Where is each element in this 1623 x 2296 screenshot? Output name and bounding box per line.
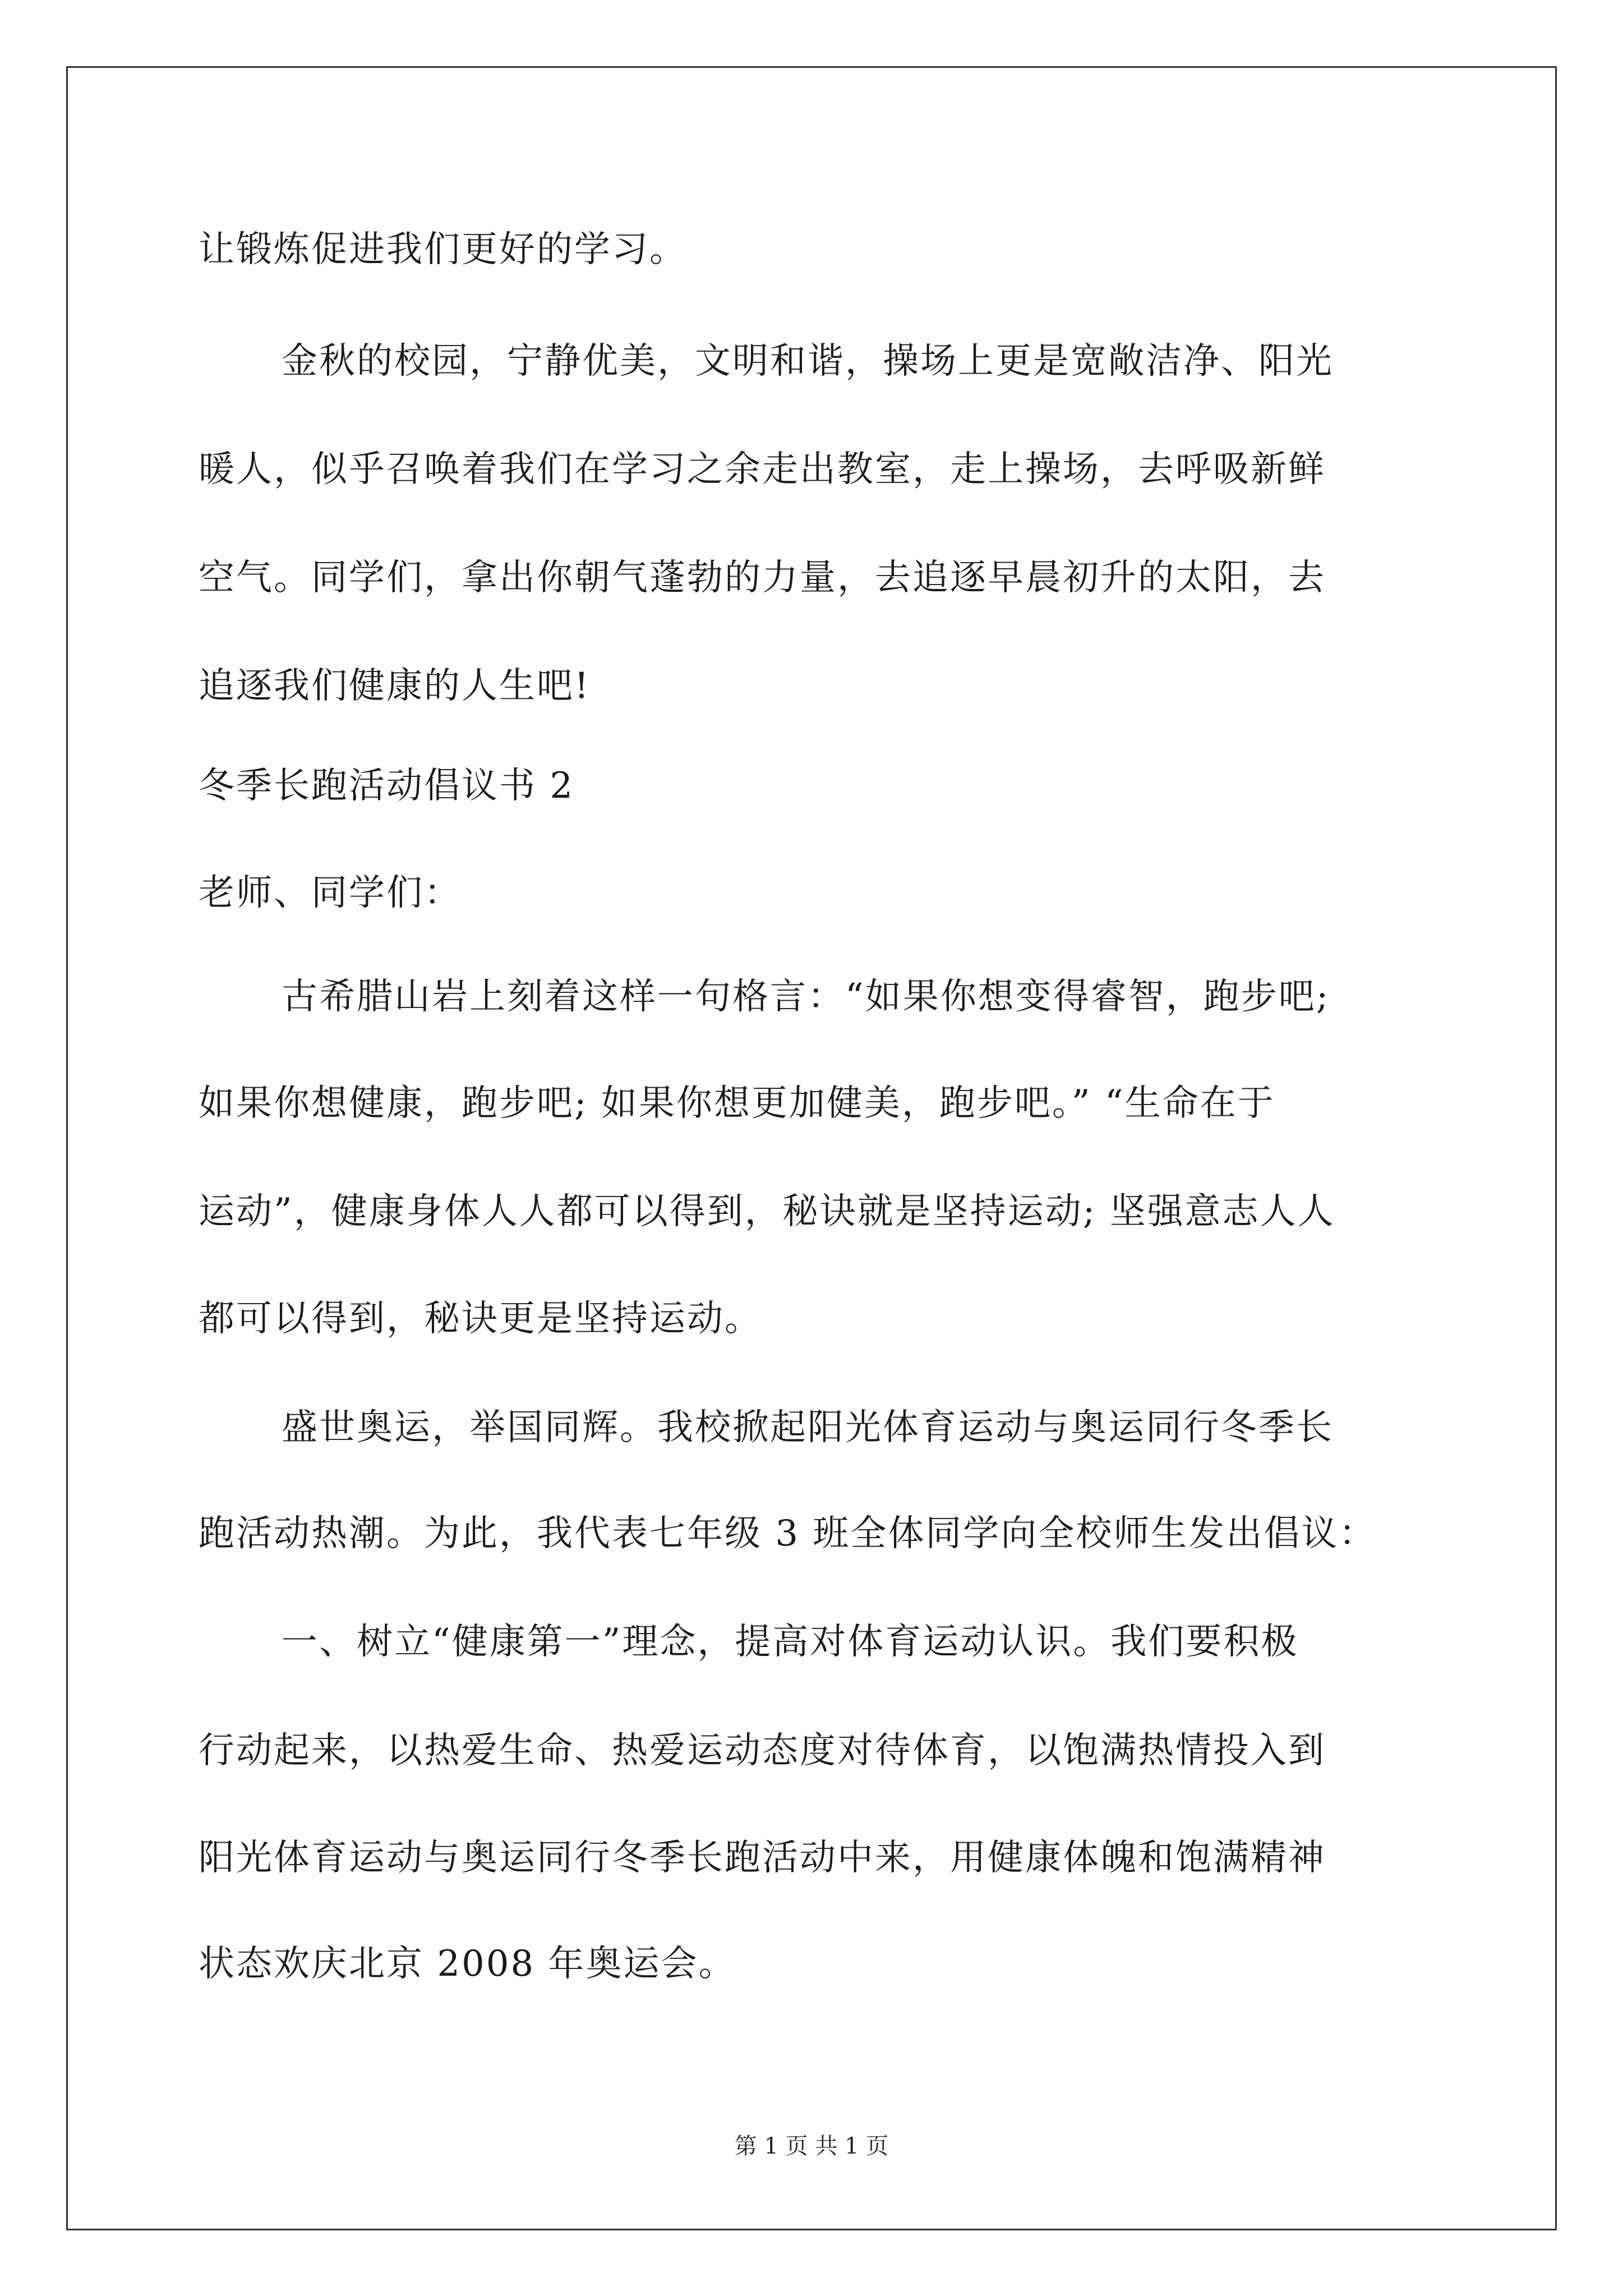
salutation: 老师、同学们： bbox=[199, 872, 462, 914]
page-border bbox=[66, 66, 1557, 2230]
paragraph-first-line: 一、树立“健康第一”理念，提高对体育运动认识。我们要积极 bbox=[282, 1621, 1299, 1663]
text-line: 空气。同学们，拿出你朝气蓬勃的力量，去追逐早晨初升的太阳，去 bbox=[199, 557, 1326, 599]
text-line: 如果你想健康，跑步吧; 如果你想更加健美，跑步吧。” “生命在于 bbox=[199, 1083, 1275, 1124]
paragraph-first-line: 金秋的校园，宁静优美，文明和谐，操场上更是宽敞洁净、阳光 bbox=[282, 341, 1334, 382]
text-line: 让锻炼促进我们更好的学习。 bbox=[199, 229, 687, 270]
paragraph-first-line: 古希腊山岩上刻着这样一句格言：“如果你想变得睿智，跑步吧; bbox=[282, 976, 1330, 1018]
text-line: 暖人，似乎召唤着我们在学习之余走出教室，走上操场，去呼吸新鲜 bbox=[199, 449, 1326, 490]
text-line: 行动起来，以热爱生命、热爱运动态度对待体育，以饱满热情投入到 bbox=[199, 1730, 1326, 1772]
section-heading: 冬季长跑活动倡议书 2 bbox=[199, 765, 575, 807]
text-line: 状态欢庆北京 2008 年奥运会。 bbox=[199, 1943, 736, 1985]
text-line: 都可以得到，秘诀更是坚持运动。 bbox=[199, 1298, 762, 1340]
text-line: 运动”，健康身体人人都可以得到，秘诀就是坚持运动; 坚强意志人人 bbox=[199, 1191, 1335, 1232]
text-line: 跑活动热潮。为此，我代表七年级 3 班全体同学向全校师生发出倡议： bbox=[199, 1513, 1377, 1554]
text-line: 追逐我们健康的人生吧! bbox=[199, 665, 591, 707]
page-number-footer: 第 1 页 共 1 页 bbox=[734, 2133, 889, 2159]
paragraph-first-line: 盛世奥运，举国同辉。我校掀起阳光体育运动与奥运同行冬季长 bbox=[282, 1407, 1334, 1448]
text-line: 阳光体育运动与奥运同行冬季长跑活动中来，用健康体魄和饱满精神 bbox=[199, 1837, 1326, 1879]
